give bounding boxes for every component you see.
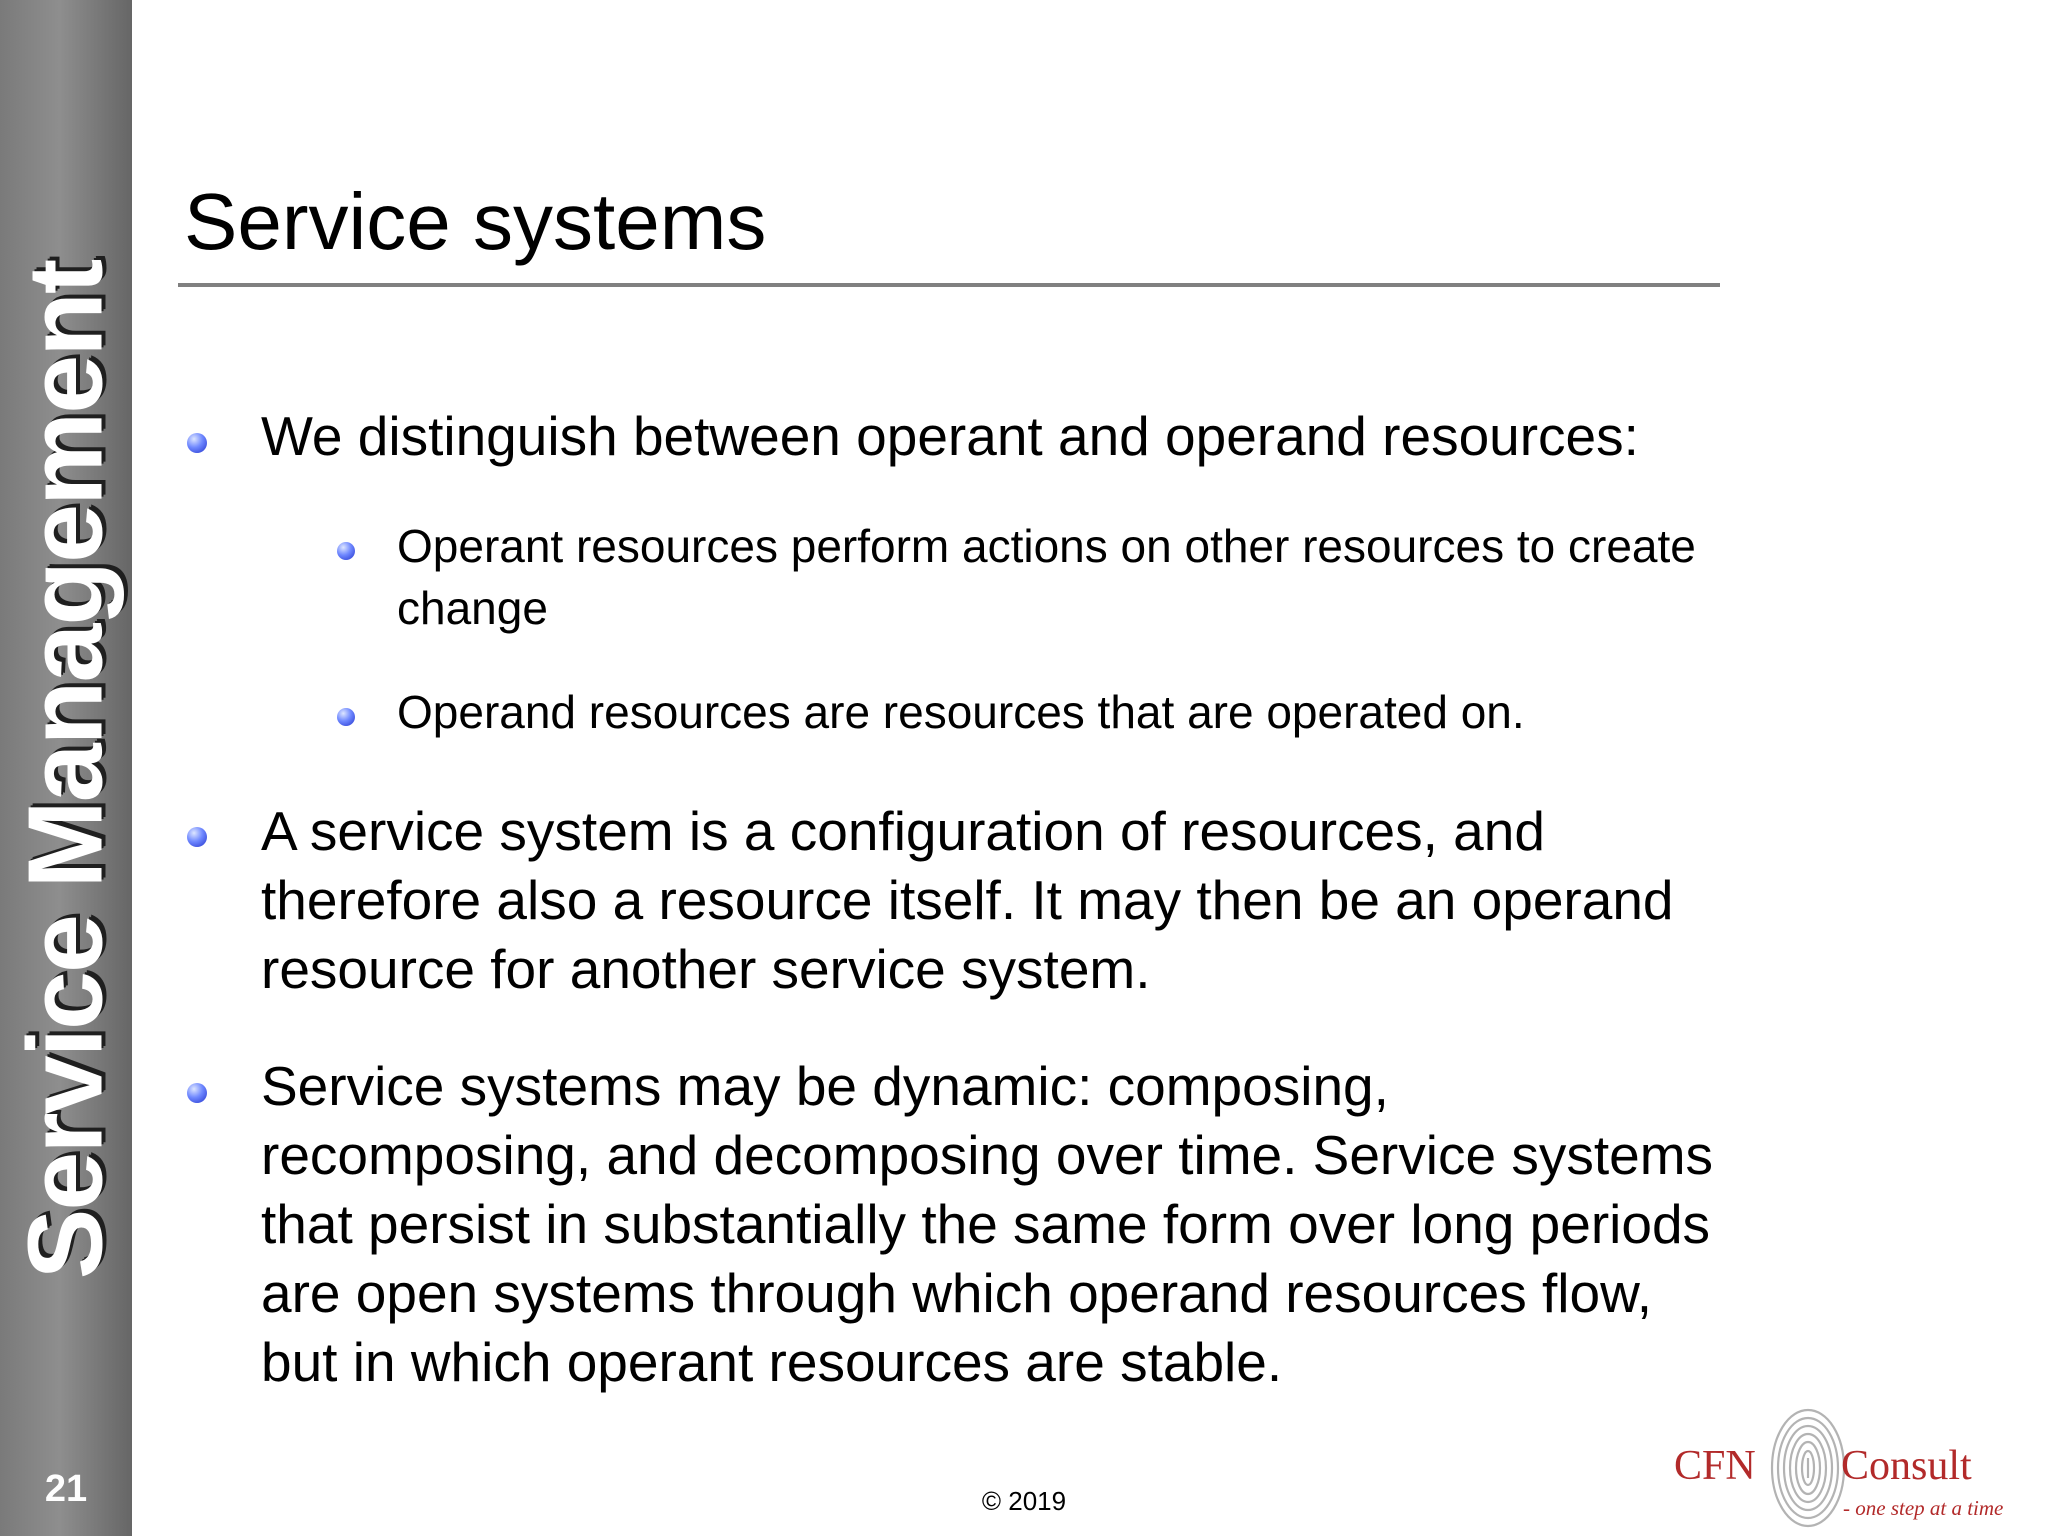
bullet-icon [187,827,207,847]
bullet-icon [187,1083,207,1103]
bullet-icon [337,542,355,560]
bullet-text: A service system is a configuration of resources, and therefore also a resource itself. It may then be an operand resource for another service system. [261,800,1674,1000]
logo-text-left: CFN [1674,1443,1756,1489]
title-divider [178,283,1720,287]
logo-text-right: Consult [1841,1443,1972,1489]
bullet-text: Service systems may be dynamic: composing, recomposing, and decomposing over time. Service systems that persist in substantially the same form over long periods are open systems through which operand resources flow, but in which operant resources are stable. [261,1055,1714,1393]
page-number: 21 [44,1468,88,1510]
sub-bullet-text: Operant resources perform actions on other resources to create change [397,520,1696,634]
sidebar-title: Service Management [6,260,125,1280]
logo-tagline: - one step at a time [1843,1496,2004,1520]
copyright: © 2019 [981,1486,1067,1516]
bullet-text: We distinguish between operant and operand resources: [261,405,1639,467]
slide-title: Service systems [184,177,767,266]
fingerprint-icon [1768,1400,1848,1530]
sub-bullet-text: Operand resources are resources that are operated on. [397,686,1525,738]
company-logo [1666,1400,2042,1530]
sidebar [0,0,132,1536]
bullet-icon [337,708,355,726]
bullet-icon [187,433,207,453]
